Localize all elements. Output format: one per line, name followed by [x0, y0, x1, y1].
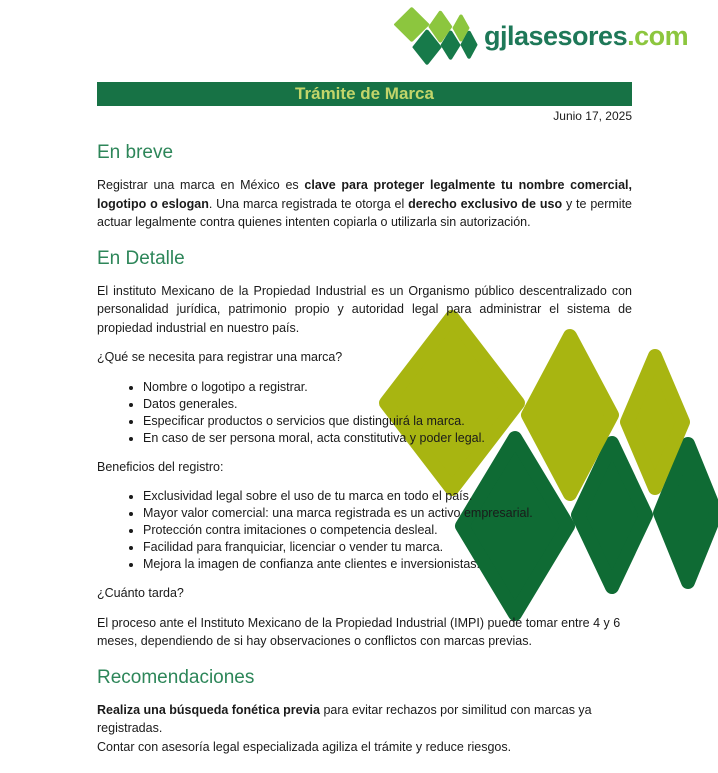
- text: ¿Qué se necesita para registrar una marca?: [97, 350, 343, 364]
- logo-name: gjlasesores: [484, 21, 628, 51]
- date-label: Junio 17, 2025: [553, 109, 632, 123]
- paragraph: [97, 176, 632, 232]
- text: . Una marca registrada te otorga el: [208, 196, 409, 211]
- text: El instituto Mexicano de la Propiedad Industrial es un Organismo público descentralizado con personalidad jurídica, patrimonio propio y autoridad legal para administrar el sistema de propiedad industrial en nuestro país.: [97, 283, 632, 335]
- list-item: • Especificar productos o servicios que distinguirá la marca.: [143, 413, 632, 430]
- section-heading: En Detalle: [97, 247, 185, 269]
- page-title: Trámite de Marca: [295, 84, 434, 103]
- text: Beneficios del registro:: [97, 459, 224, 474]
- bold-text: Realiza una búsqueda fonética previa: [97, 702, 320, 717]
- list-item: • Facilidad para franquiciar, licenciar o vender tu marca.: [143, 539, 632, 556]
- paragraph: [97, 738, 632, 757]
- bold-text: derecho exclusivo de uso: [408, 196, 563, 211]
- list-item: • Datos generales.: [143, 396, 632, 413]
- text: ¿Cuánto tarda?: [97, 586, 184, 600]
- paragraph: [97, 701, 632, 738]
- paragraph: [97, 348, 632, 367]
- list-item: • En caso de ser persona moral, acta constitutiva y poder legal.: [143, 430, 632, 447]
- bullet-list: [97, 379, 632, 447]
- text: Registrar una marca en México es: [97, 178, 305, 192]
- text: y te permite actuar legalmente contra quienes intenten copiarla o utilizarla sin autorización.: [97, 196, 632, 229]
- paragraph: [97, 458, 632, 477]
- document-body: [97, 132, 632, 756]
- paragraph: [97, 614, 632, 651]
- title-banner: [97, 82, 632, 106]
- section-heading: En breve: [97, 142, 174, 163]
- section-heading: Recomendaciones: [97, 666, 255, 688]
- list-item: • Mejora la imagen de confianza ante clientes e inversionistas.: [143, 556, 632, 573]
- list-item: • Nombre o logotipo a registrar.: [143, 379, 632, 396]
- text: El proceso ante el Instituto Mexicano de la Propiedad Industrial (IMPI) puede tomar entre 4 y 6 meses, dependiendo de si hay observaciones o conflictos con marcas previas.: [97, 615, 621, 648]
- logo-tld: .com: [627, 21, 689, 51]
- bullet-list: [97, 488, 632, 573]
- logo-wordmark: [484, 7, 688, 65]
- list-item: • Mayor valor comercial: una marca registrada es un activo empresarial.: [143, 505, 632, 522]
- paragraph: [97, 282, 632, 338]
- bold-text: clave para proteger legalmente tu nombre comercial, logotipo o eslogan: [97, 178, 632, 211]
- text: Contar con asesoría legal especializada agiliza el trámite y reduce riesgos.: [97, 739, 512, 754]
- list-item: • Protección contra imitaciones o competencia desleal.: [143, 522, 632, 539]
- list-item: • Exclusividad legal sobre el uso de tu marca en todo el país.: [143, 488, 632, 505]
- text: para evitar rechazos por similitud con marcas ya registradas.: [97, 702, 592, 735]
- logo-diamonds-icon: [393, 7, 478, 65]
- paragraph: [97, 584, 632, 603]
- brand-logo[interactable]: [393, 7, 688, 65]
